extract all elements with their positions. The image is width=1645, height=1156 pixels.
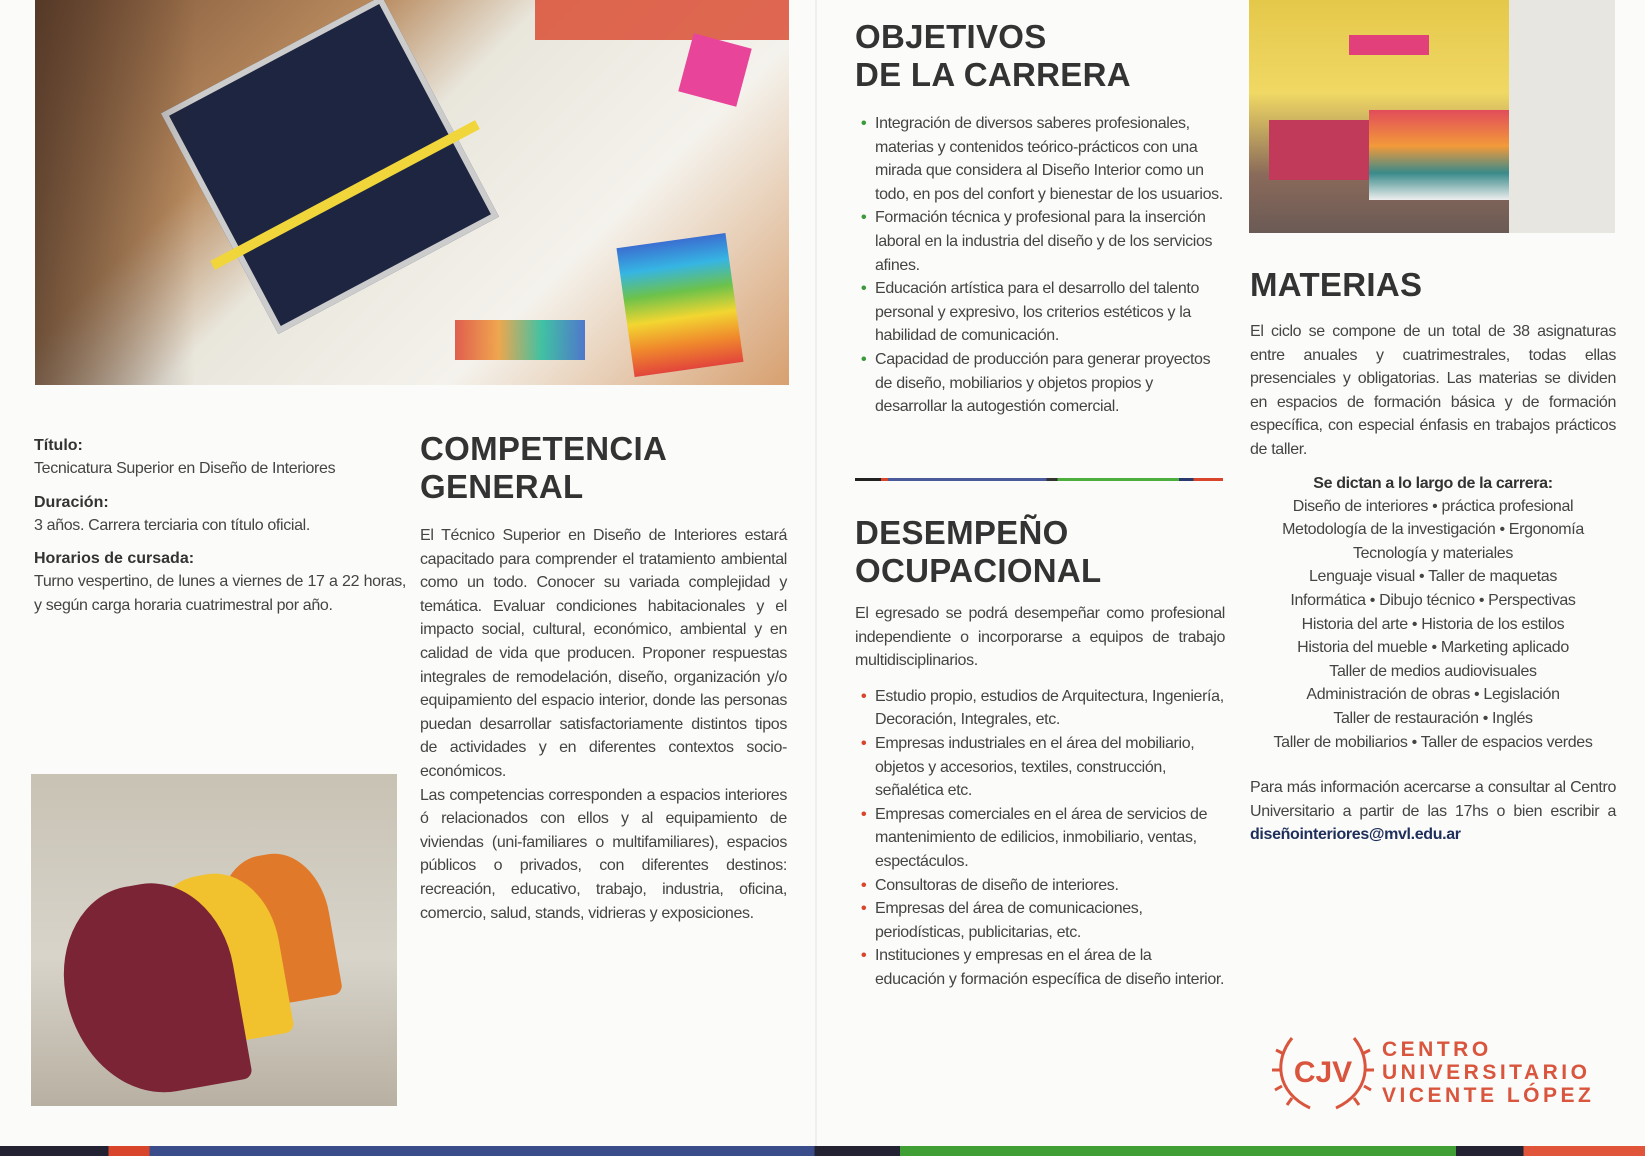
subject-line: Taller de medios audiovisuales [1329, 662, 1537, 680]
list-item [855, 732, 1225, 803]
titulo-label: Título: [34, 437, 83, 454]
bullet-icon: • [861, 900, 867, 918]
heading-line: OCUPACIONAL [855, 552, 1102, 589]
subject-line: Tecnología y materiales [1352, 544, 1514, 562]
subject-line: Taller de restauración • Inglés [1333, 709, 1533, 727]
list-item [855, 112, 1225, 206]
desempeno-section [855, 514, 1225, 992]
logo-line: CENTRO [1382, 1038, 1492, 1061]
duracion-value: 3 años. Carrera terciaria con título oficial. [34, 516, 310, 534]
materias-section [1250, 266, 1616, 847]
bullet-icon: • [861, 687, 867, 705]
logo-line: VICENTE LÓPEZ [1382, 1084, 1595, 1107]
logo-text [1382, 1038, 1594, 1107]
email-link[interactable]: diseñointeriores@mvl.edu.ar [1250, 826, 1461, 844]
item-text: Empresas del área de comunicaciones, periodísticas, publicitarias, etc. [875, 900, 1143, 941]
contact-info [1250, 776, 1616, 847]
subject-line: Taller de mobiliarios • Taller de espacios verdes [1273, 733, 1593, 751]
materias-heading: MATERIAS [1250, 266, 1423, 303]
list-item [855, 685, 1225, 732]
laurel-monogram-icon [1270, 1030, 1376, 1114]
heading-line: GENERAL [420, 468, 584, 505]
subject-line: Diseño de interiores • práctica profesional [1292, 497, 1574, 515]
bedroom-photo [1249, 0, 1615, 233]
competencia-paragraph: Las competencias corresponden a espacios interiores ó relacionados con ellos y al equipamiento de viviendas (uni-familiares o multifamiliares), espacios públicos o privados, con diferentes destinos: recreación, educativo, trabajo, industria, oficina, comercio, salud, stands, vidrieras y exposiciones. [420, 786, 787, 922]
list-item [855, 206, 1225, 277]
item-text: Educación artística para el desarrollo del talento personal y expresivo, los criterios estéticos y la habilidad de comunicación. [875, 280, 1200, 345]
design-table-photo [35, 0, 789, 385]
list-item [855, 944, 1225, 991]
color-stripe [0, 1146, 1645, 1156]
item-text: Empresas industriales en el área del mobiliario, objetos y accesorios, textiles, construcción, señalética etc. [875, 734, 1195, 800]
bullet-icon: • [861, 280, 867, 298]
competencia-paragraph: El Técnico Superior en Diseño de Interiores estará capacitado para comprender el tratamiento ambiental como un todo. Conocer su variada complejidad y temática. Evaluar condiciones habitacionales y el impacto social, cultural, económico, ambiental y en calidad de vida que producen. Proponer respuestas integrales de remodelación, diseño, organización y/o equipamiento del espacio interior, donde las personas puedan desarrollar satisfactoriamente distintos tipos de actividades y en diferentes contextos socio-económicos. [420, 527, 787, 780]
career-info [34, 434, 406, 617]
list-item [855, 277, 1225, 348]
item-text: Consultoras de diseño de interiores. [875, 876, 1119, 894]
section-divider [855, 478, 1223, 481]
list-item [855, 897, 1225, 944]
item-text: Empresas comerciales en el área de servicios de mantenimiento de edilicios, inmobiliario, ventas, espectáculos. [875, 805, 1208, 870]
heading-line: COMPETENCIA [420, 430, 668, 467]
svg-text:CJV: CJV [1293, 1056, 1353, 1089]
bullet-icon: • [861, 947, 867, 965]
list-item [855, 803, 1225, 874]
desempeno-intro: El egresado se podrá desempeñar como profesional independiente o incorporarse a equipos de trabajo multidisciplinarios. [855, 605, 1225, 670]
bullet-icon: • [861, 115, 867, 132]
list-item [855, 874, 1225, 898]
horarios-value: Turno vespertino, de lunes a viernes de 17 a 22 horas, y según carga horaria cuatrimestral por año. [34, 573, 406, 614]
bullet-icon: • [861, 350, 867, 368]
chairs-photo [31, 774, 397, 1106]
bullet-icon: • [861, 876, 867, 894]
contact-text: Para más información acercarse a consultar al Centro Universitario a partir de las 17hs o bien escribir a [1250, 779, 1616, 820]
horarios-label: Horarios de cursada: [34, 550, 195, 568]
list-item [855, 348, 1225, 419]
heading-line: OBJETIVOS [855, 18, 1047, 55]
bullet-icon: • [861, 805, 867, 823]
subject-line: Informática • Dibujo técnico • Perspectivas [1290, 591, 1576, 609]
item-text: Integración de diversos saberes profesionales, materias y contenidos teórico-prácticos con una mirada que considera al Diseño Interior como un todo, en pos del confort y bienestar de los usuarios. [875, 115, 1223, 203]
subject-line: Historia del arte • Historia de los estilos [1301, 615, 1565, 633]
item-text: Capacidad de producción para generar proyectos de diseño, mobiliarios y objetos propios y desarrollar la autogestión comercial. [875, 350, 1211, 416]
objetivos-section [855, 18, 1225, 419]
competencia-heading [420, 430, 787, 506]
logo-line: UNIVERSITARIO [1382, 1061, 1591, 1084]
page-fold [815, 0, 817, 1146]
materias-intro: El ciclo se compone de un total de 38 asignaturas entre anuales y cuatrimestrales, todas ellas presenciales y obligatorias. Las materias se dividen en espacios de formación básica y de formación específica, con especial énfasis en trabajos prácticos de taller. [1250, 323, 1616, 458]
subject-line: Administración de obras • Legislación [1306, 686, 1560, 704]
subject-line: Lenguaje visual • Taller de maquetas [1309, 568, 1557, 586]
duracion-label: Duración: [34, 493, 109, 511]
materias-list-title: Se dictan a lo largo de la carrera: [1313, 474, 1553, 492]
subject-line: Historia del mueble • Marketing aplicado [1297, 639, 1569, 657]
item-text: Formación técnica y profesional para la inserción laboral en la industria del diseño y de los servicios afines. [875, 209, 1213, 274]
heading-line: DE LA CARRERA [855, 56, 1131, 93]
titulo-value: Tecnicatura Superior en Diseño de Interiores [34, 460, 336, 477]
item-text: Instituciones y empresas en el área de la educación y formación específica de diseño interior. [875, 947, 1225, 988]
objetivos-heading [855, 18, 1225, 94]
desempeno-list [855, 685, 1225, 992]
cuv-logo [1270, 1030, 1600, 1114]
competencia-section [420, 430, 787, 925]
bullet-icon: • [861, 209, 867, 227]
bullet-icon: • [861, 734, 867, 752]
item-text: Estudio propio, estudios de Arquitectura, Ingeniería, Decoración, Integrales, etc. [875, 687, 1224, 729]
heading-line: DESEMPEÑO [855, 514, 1069, 551]
objetivos-list [855, 112, 1225, 419]
materias-list [1250, 472, 1616, 755]
subject-line: Metodología de la investigación • Ergonomía [1282, 521, 1584, 539]
desempeno-heading [855, 514, 1225, 590]
